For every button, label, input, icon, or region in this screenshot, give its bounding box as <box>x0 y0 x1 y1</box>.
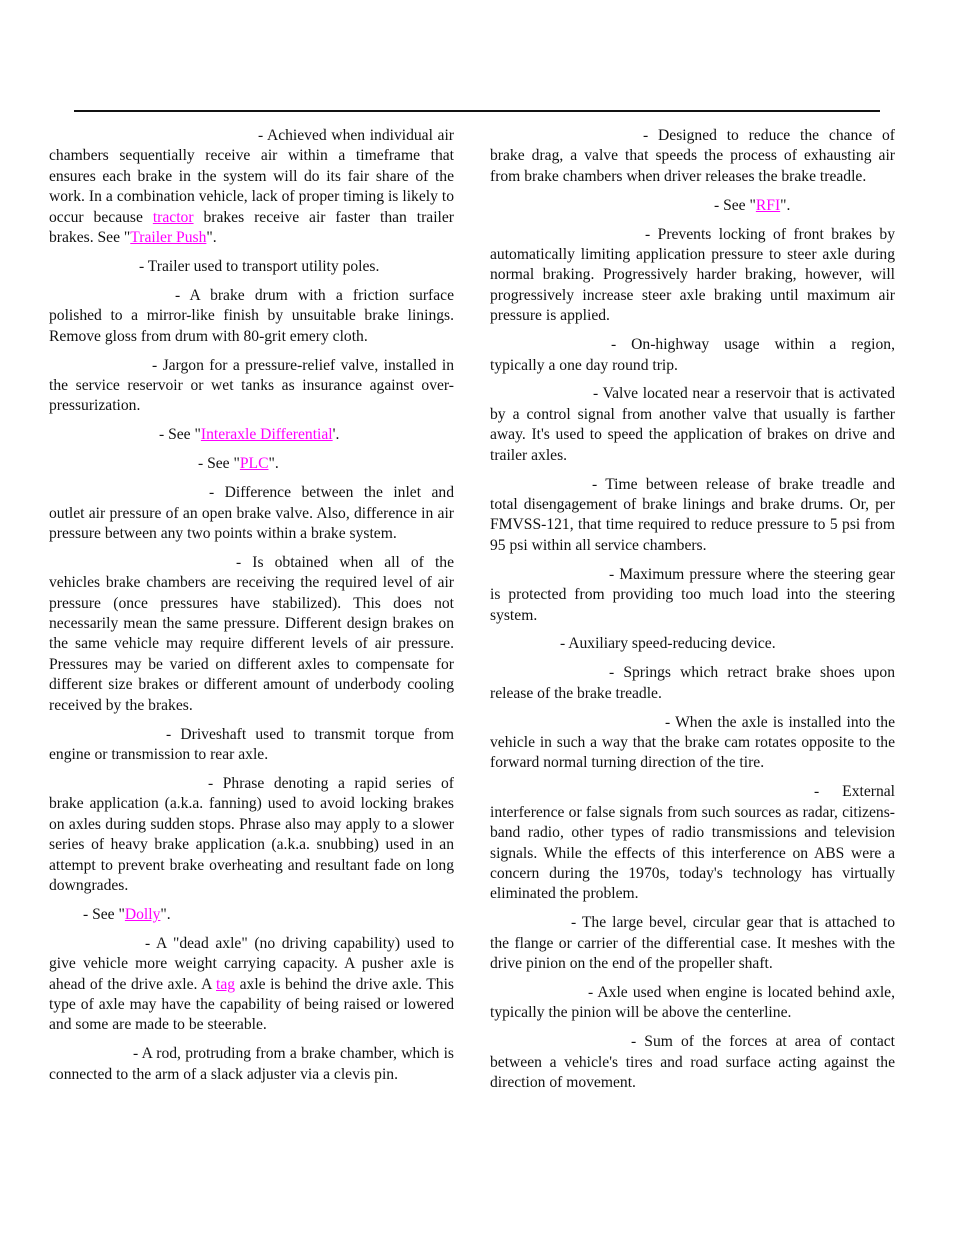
definition-text: - When the axle is installed into the vehicle in such a way that the brake cam rotates opposite to the forward normal turning direction of the tire. <box>490 713 895 772</box>
glossary-entry-powerline-carrier <box>49 454 454 474</box>
cross-reference-link[interactable]: Trailer Push <box>130 229 207 247</box>
definition-text: - See " <box>714 196 756 214</box>
definition-text: '. <box>332 426 340 444</box>
glossary-entry-radio-frequency-interference <box>490 196 895 216</box>
definition-text: ". <box>206 229 217 247</box>
glossary-entry-relay-valve <box>490 384 895 466</box>
glossary-entry-pop-off-valve <box>49 356 454 417</box>
definition-text: brakes receive air faster than trailer brakes. See " <box>49 208 454 247</box>
definition-text: - See " <box>198 455 240 473</box>
definition-text: axle is behind the drive axle. This type of axle may have the capability of being raised or lowered and some are made to be steerable. <box>49 975 454 1034</box>
glossary-entry-pusher-axle <box>49 934 454 1036</box>
glossary-entry-retarder <box>490 634 895 654</box>
definition-text: ". <box>780 196 791 214</box>
definition-text: ". <box>160 905 171 923</box>
glossary-entry-pumping-the-brakes <box>49 774 454 896</box>
definition-text: - Maximum pressure where the steering gear is protected from providing too much load into the steering system. <box>490 565 895 624</box>
definition-text: - Sum of the forces at area of contact between a vehicle's tires and road surface acting against the direction of movement. <box>490 1033 895 1092</box>
definition-text: - Difference between the inlet and outlet air pressure of an open brake valve. Also, difference in air pressure between any two points within a brake system. <box>49 484 454 542</box>
definition-text: - Achieved when individual air chambers sequentially receive air within a timeframe that ensures each brake in the system will do its fair share of the work. In a combination vehicle, lack of proper timing is likely to occur because <box>49 127 454 226</box>
glossary-entry-quick-release-valve <box>490 126 895 187</box>
glossary-entry-pup <box>49 905 454 925</box>
definition-text: - External interference or false signals from such sources as radar, citizens-band radio, other types of radio transmissions and television signals. While the effects of this interference on ABS were a concern during the 1970s, today's technology has virtually eliminated the problem. <box>490 783 895 903</box>
glossary-entry-reverse-rotation <box>490 713 895 774</box>
definition-text: - Time between release of brake treadle and total disengagement of brake linings and brake drums. Or, per FMVSS-121, that time required to reduce pressure to 5 psi from 95 psi within all service chambers. <box>490 475 895 554</box>
glossary-entry-rfi <box>490 782 895 904</box>
glossary-entry-ratio-valve <box>490 225 895 327</box>
cross-reference-link[interactable]: RFI <box>755 196 781 214</box>
glossary-entry-ring-gear <box>490 913 895 974</box>
definition-text: - Valve located near a reservoir that is activated by a control signal from another valve that usually is farther away. It's used to speed the application of brakes on drive and trailer axles. <box>490 385 895 464</box>
definition-text: - Prevents locking of front brakes by automatically limiting application pressure to steer axle during normal braking. Progressively harder braking, however, will progressively increase steer axle braking until maximum air pressure is applied. <box>490 225 895 325</box>
glossary-entry-pressure-differential <box>49 483 454 544</box>
glossary-entry-pressure-balance <box>49 553 454 716</box>
definition-text: - A brake drum with a friction surface polished to a mirror-like finish by unsuitable brake linings. Remove gloss from drum with 80-grit emery cloth. <box>49 286 454 345</box>
glossary-entry-return-springs <box>490 663 895 704</box>
cross-reference-link[interactable]: tag <box>216 975 236 993</box>
definition-text: - See " <box>83 905 125 923</box>
glossary-entry-release-time <box>490 475 895 557</box>
definition-text: - Axle used when engine is located behind axle, typically the pinion will be above the centerline. <box>490 984 895 1022</box>
glossary-entry-pole-trailer <box>49 257 454 277</box>
definition-text: - See " <box>159 426 201 444</box>
glossary-entry-rear-engine-axle <box>490 983 895 1024</box>
right-column <box>490 126 895 1102</box>
glossary-entry-regional-haul <box>490 335 895 376</box>
definition-text: - Trailer used to transport utility poles. <box>139 257 380 275</box>
definition-text: - A "dead axle" (no driving capability) used to give vehicle more weight carrying capacity. A pusher axle is ahead of the drive axle. A <box>49 934 454 993</box>
definition-text: - On-highway usage within a region, typically a one day round trip. <box>490 336 895 374</box>
definition-text: - The large bevel, circular gear that is attached to the flange or carrier of the differential case. It meshes with the drive pinion on the end of the propeller shaft. <box>490 914 895 973</box>
glossary-entry-polished-drum <box>49 286 454 347</box>
definition-text: - Auxiliary speed-reducing device. <box>560 635 776 653</box>
definition-text: - Is obtained when all of the vehicles brake chambers are receiving the required level of air pressure (once pressures have stabilized). This does not necessarily mean the same pressure. Different design brakes on the same vehicle may require different levels of air pressure. Pressures may be varied on different axles to compensate for different size brakes or different amount of underbody cooling received by the brakes. <box>49 553 454 714</box>
definition-text: - Jargon for a pressure-relief valve, installed in the service reservoir or wet tanks as insurance against over-pressurization. <box>49 356 454 415</box>
definition-text: - Springs which retract brake shoes upon release of the brake treadle. <box>490 664 895 702</box>
glossary-entry-power-divider <box>49 425 454 445</box>
glossary-entry-timing <box>49 126 454 248</box>
header-rule <box>74 110 880 112</box>
definition-text: - Designed to reduce the chance of brake drag, a valve that speeds the process of exhausting air from brake chambers when driver releases the brake treadle. <box>490 127 895 185</box>
cross-reference-link[interactable]: PLC <box>239 455 269 473</box>
glossary-entry-rolling-resistance <box>490 1032 895 1093</box>
cross-reference-link[interactable]: tractor <box>152 208 194 226</box>
definition-text: - Driveshaft used to transmit torque from engine or transmission to rear axle. <box>49 725 454 763</box>
definition-text: - A rod, protruding from a brake chamber, which is connected to the arm of a slack adjuster via a clevis pin. <box>49 1045 454 1083</box>
left-column <box>49 126 454 1094</box>
glossary-entry-propeller-shaft <box>49 725 454 766</box>
cross-reference-link[interactable]: Dolly <box>124 905 161 923</box>
cross-reference-link[interactable]: Interaxle Differential <box>200 426 333 444</box>
definition-text: ". <box>268 455 279 473</box>
glossary-entry-push-rod <box>49 1044 454 1085</box>
glossary-entry-relief-pressure <box>490 565 895 626</box>
definition-text: - Phrase denoting a rapid series of brake application (a.k.a. fanning) used to avoid locking brakes on axles during sudden stops. Phrase also may apply to a slower series of heavy brake application (a.k.a. snubbing) used in an attempt to prevent brake overheating and resultant fade on long downgrades. <box>49 774 454 894</box>
